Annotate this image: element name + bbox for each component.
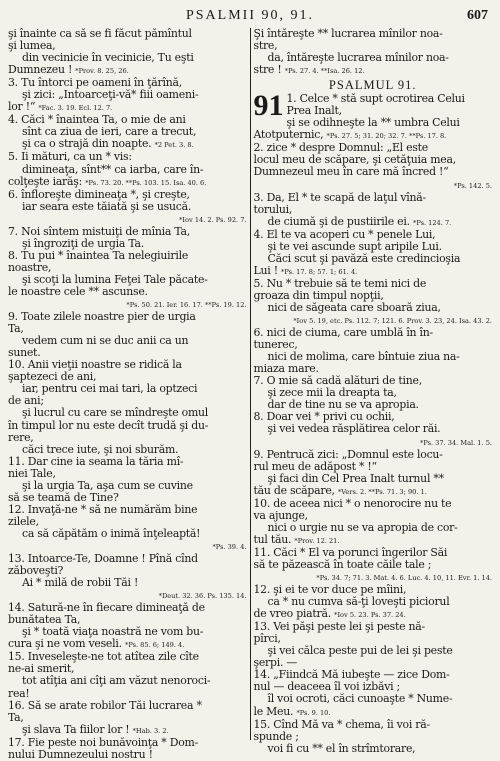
verse-text: 10. Anii vieţii noastre se ridică la bbox=[8, 358, 182, 372]
verse-text: nici o urgie nu se va apropia de cor- bbox=[267, 520, 458, 534]
verse-text: 15. Cînd Mă va * chema, îi voi ră- bbox=[253, 717, 430, 731]
verse-text: şerpi. — bbox=[253, 656, 298, 670]
verse-text: şi zece mii la dreapta ta, bbox=[267, 386, 397, 400]
verse-text: nici de molima, care bîntuie ziua na- bbox=[267, 350, 460, 364]
verse-text: va ajunge, bbox=[253, 508, 308, 522]
verse-text: cura şi ne vom veseli. bbox=[8, 637, 122, 651]
verse-text: şi ca o strajă din noapte. bbox=[22, 137, 152, 151]
cross-reference: *Prov. 8. 25, 26. bbox=[75, 67, 129, 76]
verse-text: din vecinicie în vecinicie, Tu eşti bbox=[22, 51, 194, 65]
verse-text: tul tău. bbox=[253, 532, 292, 546]
verse-line bbox=[8, 749, 247, 761]
verse-text: da, întăreşte lucrarea mînilor noa- bbox=[267, 51, 449, 65]
verse-text: Lui ! bbox=[253, 263, 278, 277]
verse-text: lor !“ bbox=[8, 100, 36, 114]
cross-reference: *Hab. 3. 2. bbox=[132, 726, 169, 735]
verse-text: şi zici: „Intoarceţi-vă* fiii oameni- bbox=[22, 88, 199, 102]
verse-text: 14. Satură-ne în fiecare dimineaţă de bbox=[8, 601, 205, 615]
verse-text: şi slava Ta fiilor lor ! bbox=[22, 722, 130, 736]
psalm-number-dropcap: 91 bbox=[253, 89, 284, 123]
verse-text: 11. Căci * El va porunci îngerilor Săi bbox=[253, 545, 448, 559]
verse-text: iar seara este tăiată şi se usucă. bbox=[22, 199, 192, 213]
verse-text: şi se odihneşte la ** umbra Celui bbox=[286, 116, 460, 130]
cross-reference: *Ps. 50. 21. Ier. 16. 17. **Ps. 19. 12. bbox=[126, 301, 247, 310]
verse-text: 2. zice * despre Domnul: „El este bbox=[253, 141, 428, 155]
right-column bbox=[251, 27, 493, 755]
verse-text: Ta, bbox=[8, 322, 24, 336]
verse-line bbox=[8, 311, 247, 323]
cross-reference: *Ps. 27. 5; 31. 20; 32. 7. **Ps. 17. 8. bbox=[326, 132, 447, 141]
verse-text: nului Dumnezeului nostru ! bbox=[8, 747, 153, 761]
verse-text: 14. „Fiindcă Mă iubeşte — zice Dom- bbox=[253, 668, 450, 682]
cross-reference: *Iov 14. 2. Ps. 92. 7. bbox=[179, 215, 247, 224]
verse-text: sunet. bbox=[8, 346, 41, 360]
verse-text: de ciumă şi de pustiirile ei. bbox=[267, 214, 410, 228]
verse-line bbox=[8, 577, 247, 589]
cross-reference: *Ps. 39. 4. bbox=[212, 542, 247, 551]
verse-text: 5. Nu * trebuie să te temi nici de bbox=[253, 276, 427, 290]
cross-reference: *Ps. 85. 6; 149. 4. bbox=[125, 641, 185, 650]
verse-text: şi te vei ascunde supt aripile Lui. bbox=[267, 239, 442, 253]
verse-text: zăboveşti? bbox=[8, 564, 64, 578]
cross-reference: *Ps. 124. 7. bbox=[413, 218, 452, 227]
verse-text: spunde ; bbox=[253, 729, 299, 743]
text-columns bbox=[8, 27, 492, 761]
verse-text: dar de tine nu se va apropia. bbox=[267, 398, 419, 412]
verse-text: să se teamă de Tine? bbox=[8, 490, 119, 504]
verse-text: Ai * milă de robii Tăi ! bbox=[22, 576, 139, 590]
verse-text: 15. Inveseleşte-ne tot atîtea zile cîte bbox=[8, 650, 199, 664]
verse-text: locul meu de scăpare, şi cetăţuia mea, bbox=[253, 153, 456, 167]
verse-text: 8. Doar vei * privi cu ochii, bbox=[253, 410, 395, 424]
cross-reference: *Ps. 34. 7; 71. 3. Mat. 4. 6. Luc. 4. 10, 11. Evr. 1. 14. bbox=[316, 574, 492, 583]
verse-line bbox=[8, 675, 247, 687]
verse-text: tău de scăpare, bbox=[253, 483, 335, 497]
verse-line bbox=[8, 420, 247, 432]
cross-reference: *Prov. 12. 21. bbox=[294, 536, 340, 545]
left-column bbox=[8, 27, 251, 761]
verse-text: 3. Da, El * te scapă de laţul vînă- bbox=[253, 190, 426, 204]
verse-text: torului, bbox=[253, 202, 293, 216]
verse-text: pîrci, bbox=[253, 632, 281, 646]
verse-line bbox=[8, 504, 247, 516]
verse-text: miaza mare. bbox=[253, 362, 319, 376]
verse-text: şi lumea, bbox=[8, 39, 56, 53]
verse-text: 12. Invaţă-ne * să ne numărăm bine bbox=[8, 502, 198, 516]
verse-text: în timpul lor nu este decît trudă şi du- bbox=[8, 418, 209, 432]
verse-text: dimineaţa, sînt** ca iarba, care în- bbox=[22, 162, 204, 176]
verse-text: căci trece iute, şi noi sburăm. bbox=[22, 442, 179, 456]
verse-text: nici de săgeata care sboară ziua, bbox=[267, 300, 441, 314]
verse-text: şi * toată viaţa noastră ne vom bu- bbox=[22, 625, 204, 639]
verse-text: 17. Fie peste noi bunăvoinţa * Dom- bbox=[8, 735, 199, 749]
verse-text: stre ! bbox=[253, 63, 282, 77]
verse-line bbox=[254, 302, 493, 314]
verse-text: zilele, bbox=[8, 514, 39, 528]
cross-reference: *Ps. 9. 10. bbox=[296, 708, 331, 717]
verse-text: ca * nu cumva să-ţi loveşti piciorul bbox=[267, 595, 450, 609]
verse-line bbox=[8, 89, 247, 101]
verse-text: 16. Să se arate robilor Tăi lucrarea * bbox=[8, 698, 202, 712]
verse-text: Atotputernic, bbox=[253, 128, 324, 142]
verse-text: 6. nici de ciuma, care umblă în în- bbox=[253, 326, 433, 340]
verse-text: şaptezeci de ani, bbox=[8, 370, 97, 384]
verse-text: niei Tale, bbox=[8, 466, 56, 480]
verse-line bbox=[254, 559, 493, 571]
verse-line bbox=[254, 28, 493, 40]
verse-text: Şi întăreşte ** lucrarea mînilor noa- bbox=[253, 27, 443, 40]
verse-text: bunătatea Ta, bbox=[8, 613, 81, 627]
cross-reference: *Ps. 17. 8; 57. 1; 61. 4. bbox=[281, 267, 358, 276]
cross-reference: *Ps. 142. 5. bbox=[453, 181, 492, 190]
verse-line bbox=[254, 52, 493, 64]
verse-text: şi scoţi la lumina Feţei Tale păcate- bbox=[22, 272, 208, 286]
verse-text: vedem cum ni se duc anii ca un bbox=[22, 334, 189, 348]
verse-text: 3. Tu întorci pe oameni în ţărînă, bbox=[8, 76, 182, 90]
verse-text: rea! bbox=[8, 686, 30, 700]
verse-text: stre, bbox=[253, 39, 278, 53]
page-number: 607 bbox=[467, 8, 488, 23]
verse-text: 4. Căci * înaintea Ta, o mie de ani bbox=[8, 113, 186, 127]
cross-reference: *2 Pet. 3. 8. bbox=[154, 141, 194, 150]
verse-text: 9. Toate zilele noastre pier de urgia bbox=[8, 310, 196, 324]
cross-reference: *Vers. 2. **Ps. 71. 3; 90. 1. bbox=[337, 487, 427, 496]
verse-line bbox=[8, 700, 247, 712]
verse-text: tot atîţia ani cîţi am văzut nenoroci- bbox=[22, 674, 211, 688]
verse-text: să te păzească în toate căile tale ; bbox=[253, 557, 432, 571]
verse-text: sînt ca ziua de ieri, care a trecut, bbox=[22, 125, 197, 139]
verse-text: şi vei călca peste pui de lei şi peste bbox=[267, 644, 453, 658]
cross-reference: *Ps. 73. 20. **Ps. 103. 15. Isa. 40. 6. bbox=[85, 178, 207, 187]
verse-text: de ani; bbox=[8, 394, 44, 408]
verse-text: şi vei vedea răsplătirea celor răi. bbox=[267, 422, 441, 436]
verse-text: şi faci din Cel Prea Inalt turnul ** bbox=[267, 471, 444, 485]
verse-line bbox=[254, 423, 493, 435]
verse-text: şi la urgia Ta, aşa cum se cuvine bbox=[22, 478, 193, 492]
verse-line bbox=[8, 528, 247, 540]
verse-text: 5. Ii mături, ca un * vis: bbox=[8, 150, 132, 164]
verse-text: noastre, bbox=[8, 260, 52, 274]
cross-reference: *Iov 5. 23. Ps. 37. 24. bbox=[334, 611, 406, 620]
verse-line bbox=[254, 621, 493, 633]
verse-line bbox=[8, 335, 247, 347]
verse-text: ca să căpătăm o inimă înţeleaptă! bbox=[22, 526, 201, 540]
verse-line bbox=[254, 64, 493, 77]
verse-line bbox=[8, 201, 247, 213]
running-head: PSALMII 90, 91. bbox=[185, 8, 314, 23]
verse-text: 7. Noi sîntem mistuiţi de mînia Ta, bbox=[8, 224, 190, 238]
verse-text: ne-ai smerit, bbox=[8, 662, 75, 676]
verse-text: şi înainte ca să se fi făcut pămîntul bbox=[8, 27, 192, 40]
cross-reference: *Fac. 3. 19. Ecl. 12. 7. bbox=[38, 104, 113, 113]
cross-reference: *Ps. 27. 4. **Isa. 26. 12. bbox=[284, 67, 365, 76]
verse-text: rere, bbox=[8, 430, 34, 444]
verse-text: şi lucrul cu care se mîndreşte omul bbox=[22, 406, 209, 420]
verse-text: iar, pentru cei mai tari, la optzeci bbox=[22, 382, 198, 396]
verse-text: 8. Tu pui * înaintea Ta nelegiuirile bbox=[8, 248, 189, 262]
verse-text: Ta, bbox=[8, 710, 24, 724]
page-header bbox=[8, 6, 492, 28]
verse-text: îl voi ocroti, căci cunoaşte * Nume- bbox=[267, 692, 453, 706]
verse-text: groaza din timpul nopţii, bbox=[253, 288, 384, 302]
verse-text: le Meu. bbox=[253, 704, 294, 718]
verse-text: Căci scut şi pavăză este credincioşia bbox=[267, 251, 461, 265]
verse-text: 13. Vei păşi peste lei şi peste nă- bbox=[253, 620, 425, 634]
verse-text: le noastre cele ** ascunse. bbox=[8, 284, 148, 298]
psalm-91-verses bbox=[254, 117, 493, 754]
verse-text: de vreo piatră. bbox=[253, 607, 331, 621]
verse-line bbox=[254, 166, 493, 178]
verse-line: 1. Celce * stă supt ocrotirea Celui bbox=[286, 92, 465, 106]
cross-reference: *Ps. 37. 34. Mal. 1. 5. bbox=[420, 438, 492, 447]
verse-text: 9. Pentrucă zici: „Domnul este locu- bbox=[253, 447, 443, 461]
verse-line bbox=[254, 743, 493, 755]
verse-line bbox=[254, 253, 493, 265]
verse-text: voi fi cu ** el în strîmtorare, bbox=[267, 741, 416, 755]
psalm-title: PSALMUL 91. bbox=[328, 78, 417, 93]
psalm-90-ending bbox=[254, 28, 493, 77]
verse-text: tunerec, bbox=[253, 338, 298, 352]
cross-reference: *Iov 5. 19, etc. Ps. 112. 7; 121. 6. Prov. 3. 23, 24. Isa. 43. 2. bbox=[293, 317, 492, 326]
verse-text: 12. şi ei te vor duce pe mîini, bbox=[253, 583, 407, 597]
verse-text: 10. de aceea nici * o nenorocire nu te bbox=[253, 496, 452, 510]
verse-text: 11. Dar cine ia seama la tăria mî- bbox=[8, 454, 184, 468]
verse-text: 7. O mie să cadă alături de tine, bbox=[253, 374, 422, 388]
verse-text: 13. Intoarce-Te, Doamne ! Pînă cînd bbox=[8, 552, 198, 566]
verse-text: Dumnezeul meu în care mă încred !“ bbox=[253, 165, 449, 179]
verse-line bbox=[8, 286, 247, 298]
verse-text: 4. El te va acoperi cu * penele Lui, bbox=[253, 227, 436, 241]
verse-text: Dumnezeu ! bbox=[8, 63, 73, 77]
verse-text: 6. înfloreşte dimineaţa *, şi creşte, bbox=[8, 187, 190, 201]
verse-text: colţeşte iarăş: bbox=[8, 174, 83, 188]
verse-text: nul — deaceea îl voi izbăvi ; bbox=[253, 680, 400, 694]
cross-reference: *Deut. 32. 36. Ps. 135. 14. bbox=[158, 592, 247, 601]
verse-text: rul meu de adăpost * !“ bbox=[253, 459, 377, 473]
verse-text: şi îngroziţi de urgia Ta. bbox=[22, 236, 144, 250]
verse-line: Prea Inalt, bbox=[286, 104, 342, 118]
